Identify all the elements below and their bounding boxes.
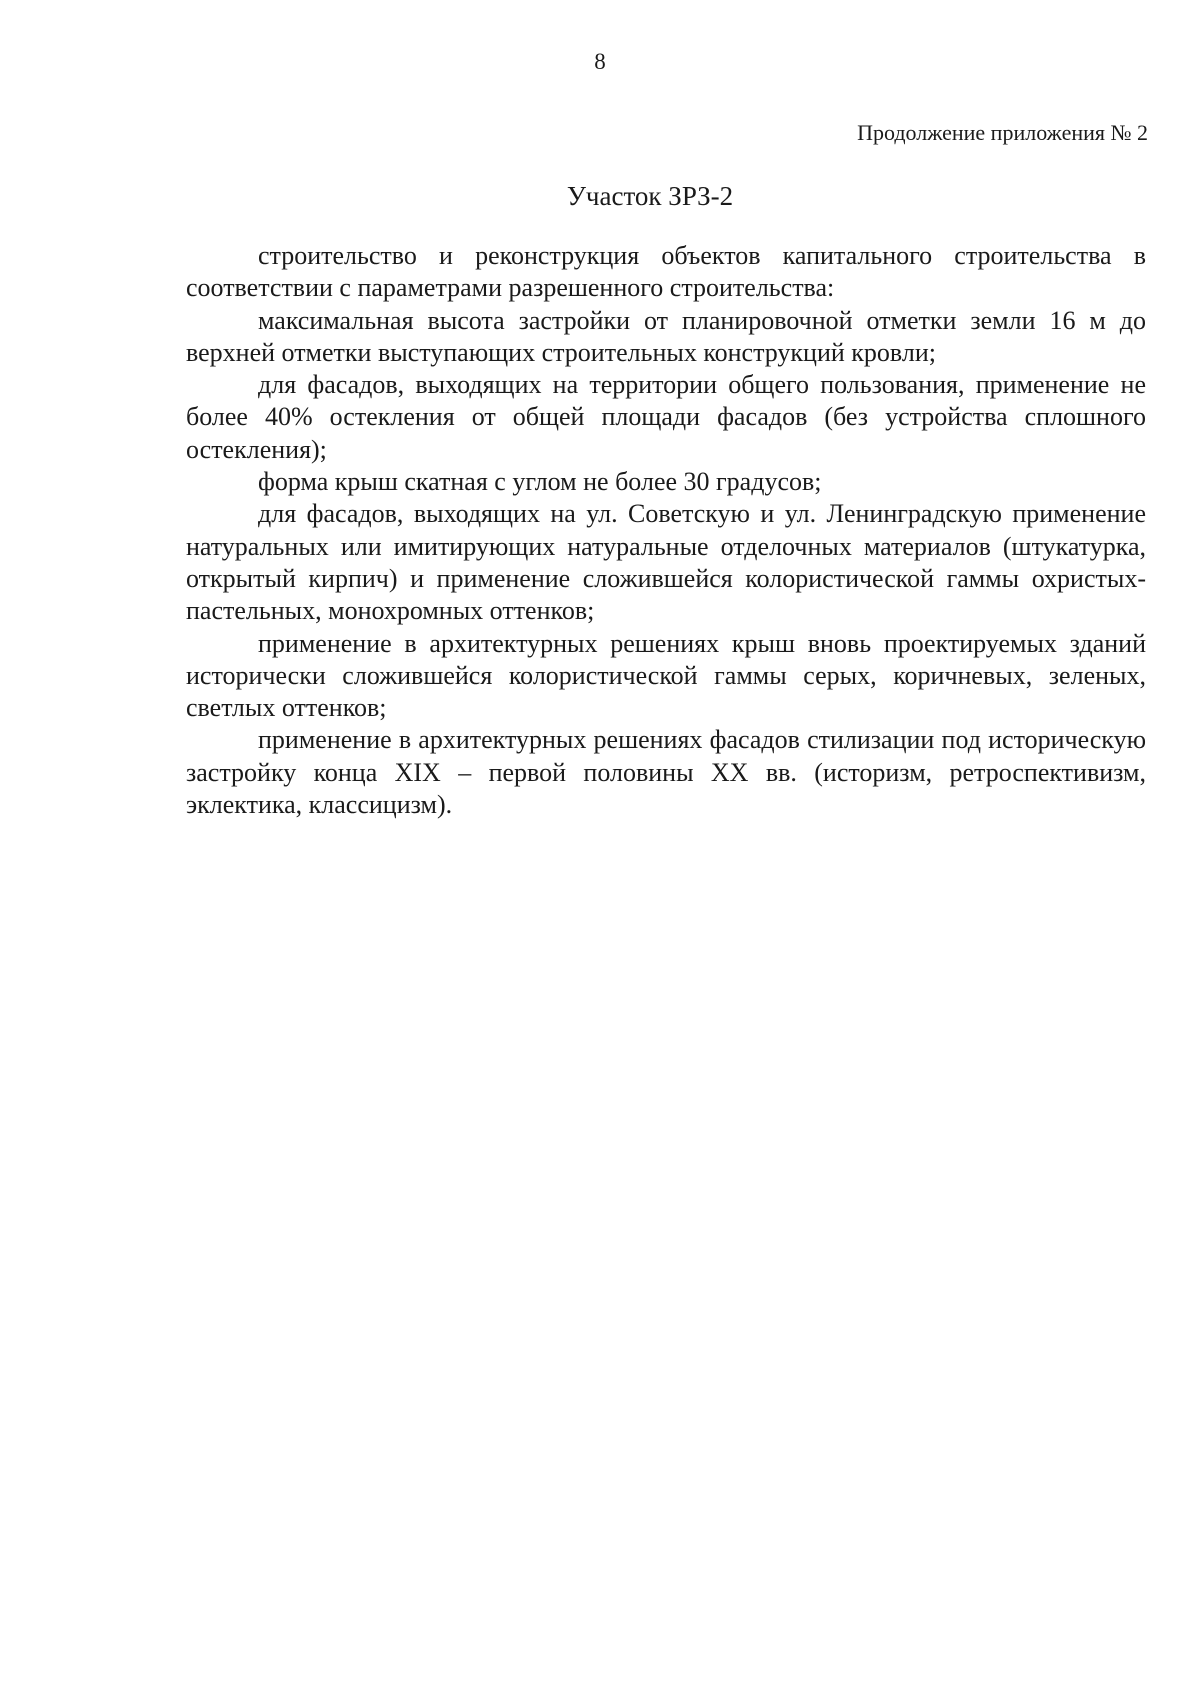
paragraph-facade-materials: для фасадов, выходящих на ул. Советскую и ул. Ленинградскую применение натуральных или имитирующих натуральные отделочных материалов (штукатурка, открытый кирпич) и применение сложившейся колористической гаммы охристых-пастельных, монохромных оттенков; [186, 499, 1146, 626]
paragraph-construction-parameters: строительство и реконструкция объектов капитального строительства в соответствии с параметрами разрешенного строительства: [186, 241, 1146, 303]
appendix-continuation-note: Продолжение приложения № 2 [857, 120, 1148, 145]
body-text [186, 240, 1146, 821]
paragraph-roof-colors: применение в архитектурных решениях крыш вновь проектируемых зданий исторически сложившейся колористической гаммы серых, коричневых, зеленых, светлых оттенков; [186, 628, 1146, 723]
page-number: 8 [594, 49, 606, 74]
section-title: Участок ЗРЗ-2 [566, 181, 734, 211]
paragraph-roof-form: форма крыш скатная с углом не более 30 градусов; [258, 467, 822, 497]
paragraph-facade-stylization: применение в архитектурных решениях фасадов стилизации под историческую застройку конца XIX – первой половины XX вв. (историзм, ретроспективизм, эклектика, классицизм). [186, 725, 1146, 820]
paragraph-max-height: максимальная высота застройки от планировочной отметки земли 16 м до верхней отметки выступающих строительных конструкций кровли; [186, 305, 1146, 367]
paragraph-glazing: для фасадов, выходящих на территории общего пользования, применение не более 40% остекления от общей площади фасадов (без устройства сплошного остекления); [186, 370, 1146, 464]
